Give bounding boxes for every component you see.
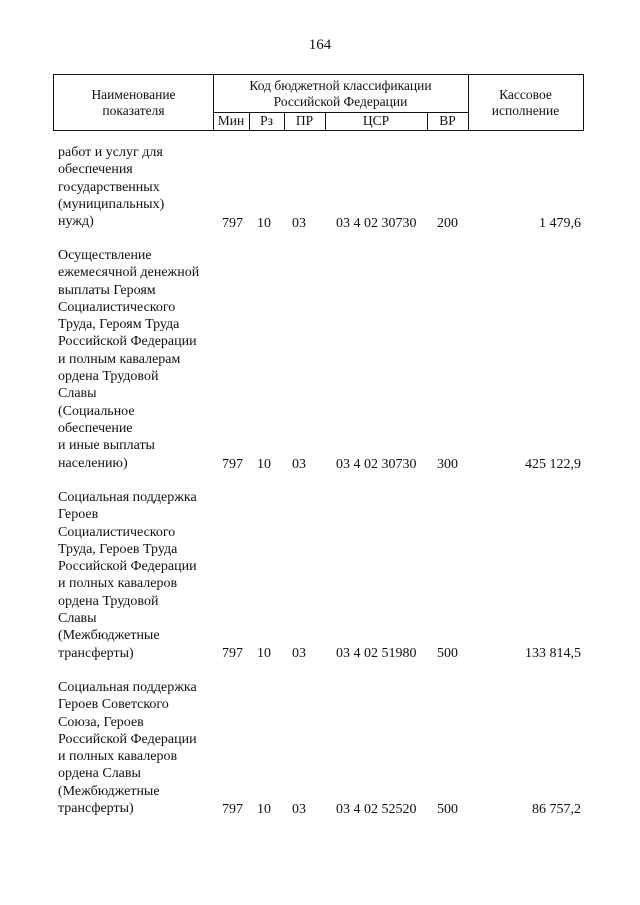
- row-min: 797: [222, 646, 243, 661]
- row-name: Социальная поддержка Героев Социалистического Труда, Героев Труда Российской Федерации и полных кавалеров ордена Трудовой Славы (Межбюджетные трансферты): [58, 490, 197, 661]
- row-csr: 03 4 02 30730: [336, 216, 417, 231]
- row-csr: 03 4 02 51980: [336, 646, 417, 661]
- table-row: [0, 247, 640, 473]
- row-name: Осуществление ежемесячной денежной выплаты Героям Социалистического Труда, Героям Труда Российской Федерации и полным кавалерам ордена Трудовой Славы (Социальное обеспечение и иные выплаты населению): [58, 248, 200, 471]
- table-row: [0, 144, 640, 232]
- row-csr: 03 4 02 30730: [336, 457, 417, 472]
- page-number: 164: [308, 37, 332, 53]
- row-vr: 500: [437, 646, 458, 661]
- header-col-pr: ПР: [295, 113, 314, 128]
- row-amount: 86 757,2: [532, 802, 581, 817]
- header-col-rz: Рз: [260, 113, 273, 128]
- header-col-csr: ЦСР: [362, 113, 390, 128]
- row-pr: 03: [292, 216, 306, 231]
- table-row: [0, 679, 640, 818]
- table-row: [0, 489, 640, 662]
- row-min: 797: [222, 216, 243, 231]
- row-vr: 500: [437, 802, 458, 817]
- row-amount: 425 122,9: [525, 457, 581, 472]
- row-rz: 10: [257, 457, 271, 472]
- header-col-min: Мин: [217, 113, 245, 128]
- row-vr: 200: [437, 216, 458, 231]
- row-pr: 03: [292, 457, 306, 472]
- row-name: работ и услуг для обеспечения государственных (муниципальных) нужд): [58, 145, 165, 230]
- row-amount: 133 814,5: [525, 646, 581, 661]
- row-min: 797: [222, 457, 243, 472]
- row-name: Социальная поддержка Героев Советского Союза, Героев Российской Федерации и полных кавалеров ордена Славы (Межбюджетные трансферты): [58, 680, 197, 817]
- row-rz: 10: [257, 646, 271, 661]
- table-header: [53, 74, 584, 131]
- header-name-column: Наименование показателя: [91, 86, 176, 118]
- row-rz: 10: [257, 216, 271, 231]
- row-min: 797: [222, 802, 243, 817]
- header-col-vr: ВР: [439, 113, 456, 128]
- header-amount-column: Кассовое исполнение: [491, 86, 560, 118]
- header-code-group: Код бюджетной классификации Российской Федерации: [249, 77, 432, 109]
- row-vr: 300: [437, 457, 458, 472]
- row-rz: 10: [257, 802, 271, 817]
- row-csr: 03 4 02 52520: [336, 802, 417, 817]
- row-pr: 03: [292, 802, 306, 817]
- row-pr: 03: [292, 646, 306, 661]
- row-amount: 1 479,6: [539, 216, 581, 231]
